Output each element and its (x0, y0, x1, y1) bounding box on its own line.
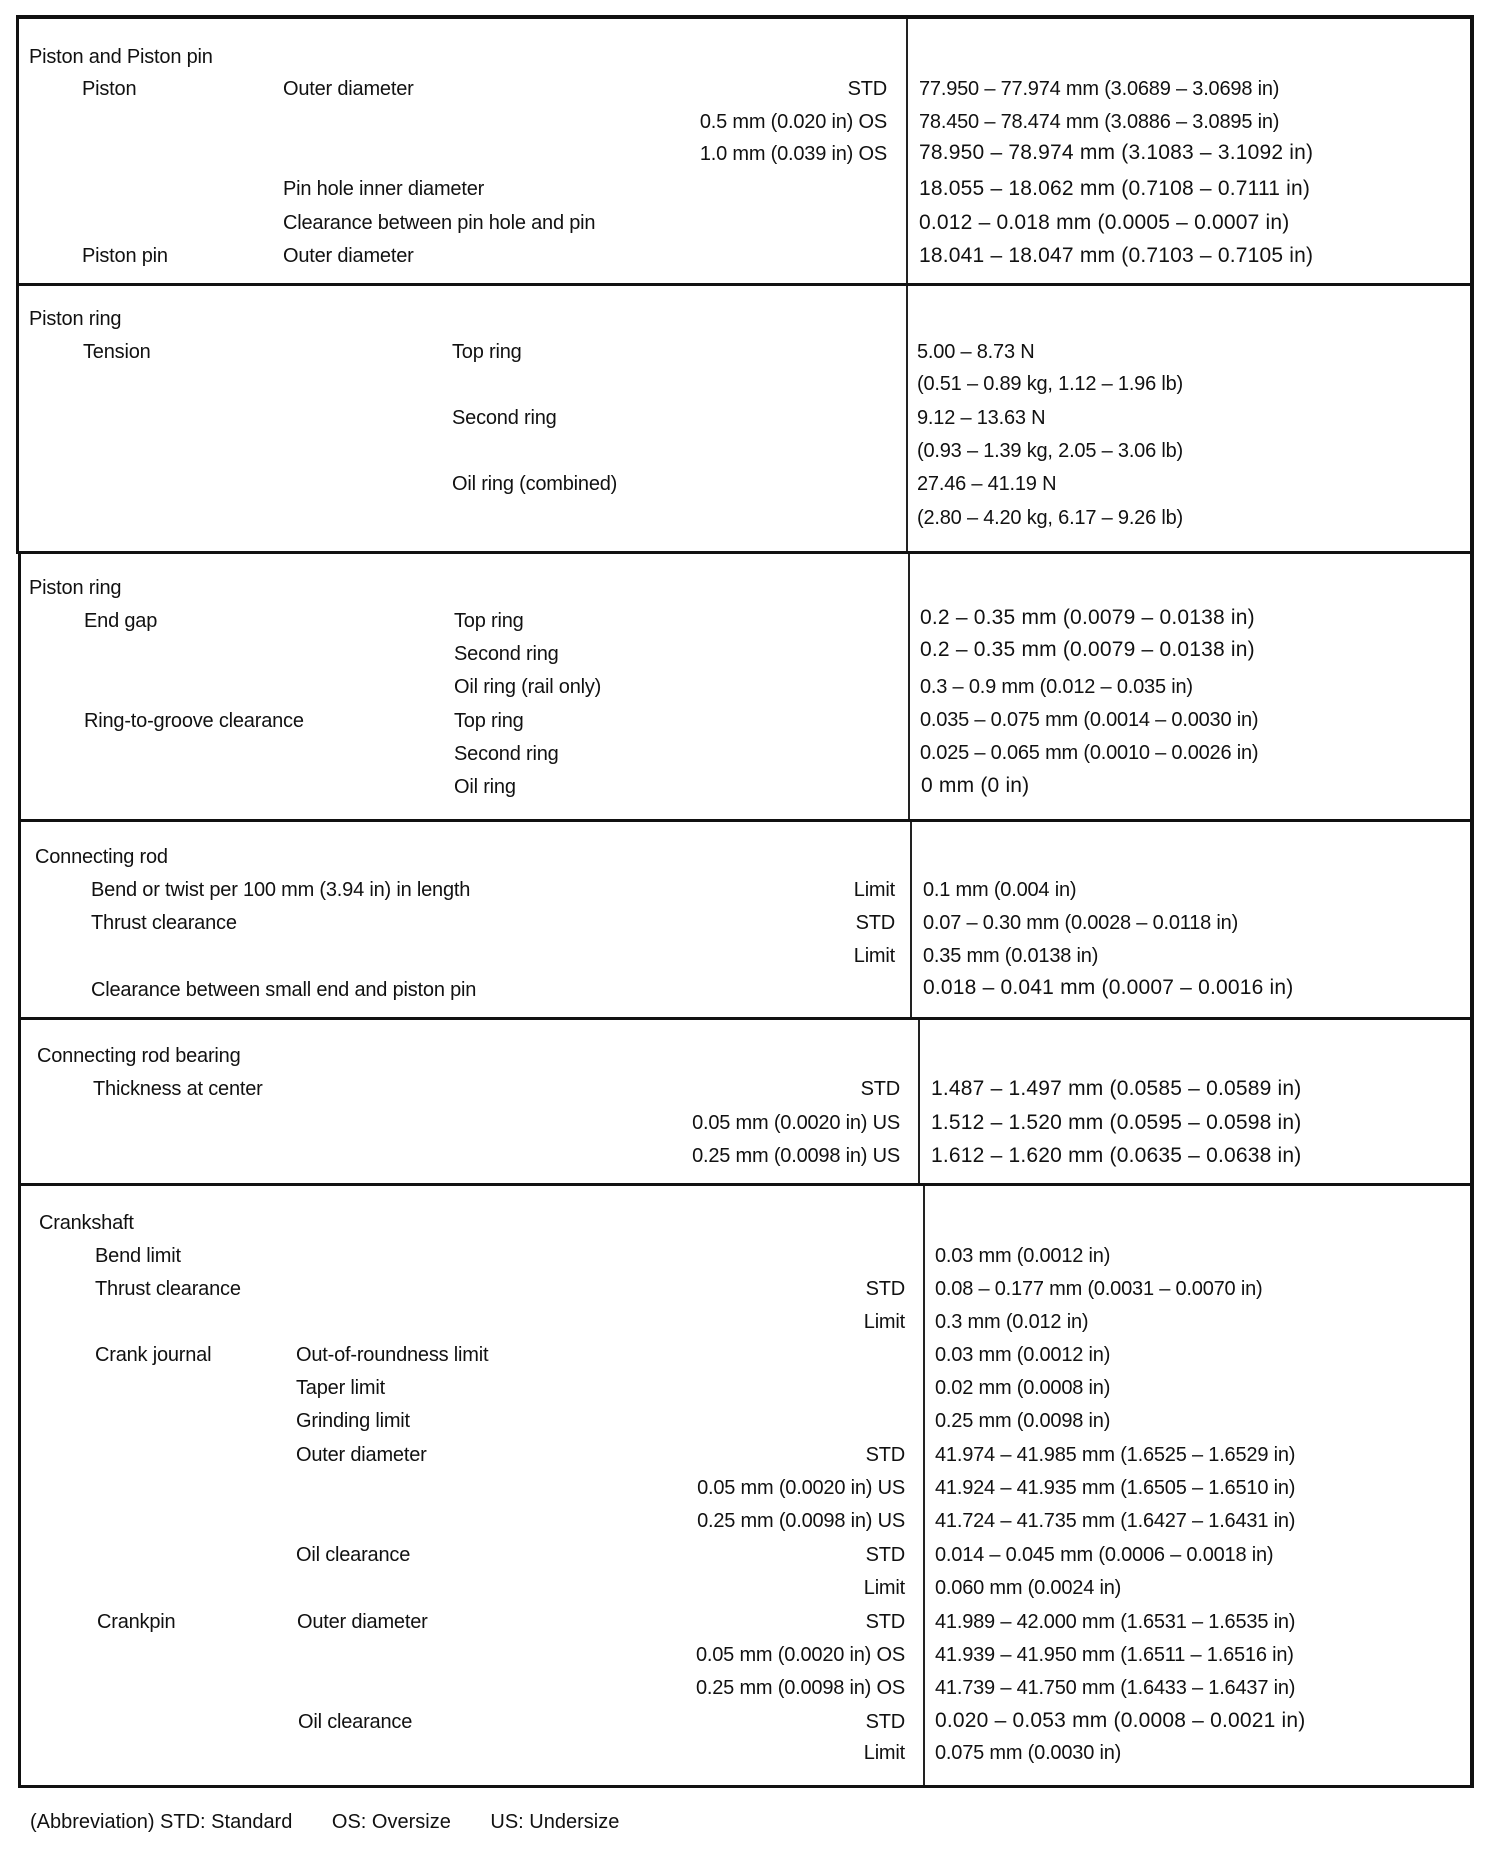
column-divider (923, 1186, 925, 1785)
spec-qualifier: Limit (853, 945, 895, 967)
spec-value: 41.974 – 41.985 mm (1.6525 – 1.6529 in) (935, 1444, 1296, 1466)
spec-item: Bend or twist per 100 mm (3.94 in) in length (91, 879, 471, 901)
spec-value: 41.924 – 41.935 mm (1.6505 – 1.6510 in) (935, 1477, 1296, 1499)
spec-group: Ring-to-groove clearance (84, 710, 304, 732)
column-divider (908, 554, 910, 819)
section-connecting-rod-bearing (18, 1020, 1474, 1186)
section-title: Piston ring (29, 577, 122, 599)
section-crankshaft (18, 1186, 1474, 1788)
spec-value: 77.950 – 77.974 mm (3.0689 – 3.0698 in) (919, 78, 1280, 100)
section-connecting-rod (18, 822, 1474, 1020)
spec-item: Oil clearance (296, 1544, 411, 1566)
spec-value: 0.018 – 0.041 mm (0.0007 – 0.0016 in) (923, 976, 1294, 999)
spec-value: 27.46 – 41.19 N (917, 473, 1057, 495)
spec-qualifier: Limit (853, 879, 895, 901)
spec-item: Top ring (454, 710, 524, 732)
spec-item: Oil ring (rail only) (454, 676, 602, 698)
spec-item: Oil ring (combined) (452, 473, 618, 495)
spec-value: 0.3 – 0.9 mm (0.012 – 0.035 in) (920, 676, 1193, 698)
section-title: Piston and Piston pin (29, 46, 213, 68)
spec-item: Grinding limit (296, 1410, 410, 1432)
spec-value: 0.035 – 0.075 mm (0.0014 – 0.0030 in) (920, 709, 1259, 731)
spec-qualifier: STD (865, 1611, 905, 1633)
spec-qualifier: 0.25 mm (0.0098 in) OS (695, 1677, 905, 1699)
spec-item: Pin hole inner diameter (283, 178, 485, 200)
spec-group: Piston pin (82, 245, 168, 267)
spec-value: 0.014 – 0.045 mm (0.0006 – 0.0018 in) (935, 1544, 1274, 1566)
spec-value: 41.739 – 41.750 mm (1.6433 – 1.6437 in) (935, 1677, 1296, 1699)
spec-qualifier: 0.25 mm (0.0098 in) US (697, 1510, 905, 1532)
column-divider (910, 822, 912, 1017)
spec-value: (2.80 – 4.20 kg, 6.17 – 9.26 lb) (917, 507, 1184, 529)
section-piston-ring-tension (16, 286, 1474, 554)
spec-qualifier: STD (865, 1544, 905, 1566)
spec-group: Crankpin (97, 1611, 176, 1633)
spec-qualifier: 0.05 mm (0.0020 in) US (697, 1477, 905, 1499)
spec-qualifier: 1.0 mm (0.039 in) OS (699, 143, 887, 165)
abbrev-us: US: Undersize (490, 1811, 620, 1833)
spec-item: Clearance between pin hole and pin (283, 212, 596, 234)
spec-value: 1.512 – 1.520 mm (0.0595 – 0.0598 in) (931, 1111, 1302, 1134)
spec-value: 0.03 mm (0.0012 in) (935, 1245, 1111, 1267)
spec-value: (0.51 – 0.89 kg, 1.12 – 1.96 lb) (917, 373, 1184, 395)
spec-item: Second ring (454, 743, 559, 765)
spec-qualifier: STD (860, 1078, 900, 1100)
spec-item: Thickness at center (93, 1078, 263, 1100)
abbrev-os: OS: Oversize (331, 1811, 451, 1833)
section-title: Connecting rod bearing (37, 1045, 241, 1067)
abbreviation-legend (30, 1811, 653, 1834)
spec-value: 18.055 – 18.062 mm (0.7108 – 0.7111 in) (919, 177, 1311, 200)
abbrev-std: (Abbreviation) STD: Standard (30, 1811, 293, 1833)
spec-qualifier: STD (865, 1711, 905, 1733)
spec-item: Oil ring (454, 776, 516, 798)
spec-value: 0.2 – 0.35 mm (0.0079 – 0.0138 in) (920, 638, 1255, 661)
spec-item: Outer diameter (296, 1444, 427, 1466)
spec-value: 0.012 – 0.018 mm (0.0005 – 0.0007 in) (919, 211, 1290, 234)
spec-qualifier: 0.05 mm (0.0020 in) US (692, 1112, 900, 1134)
spec-group: Bend limit (95, 1245, 181, 1267)
spec-item: Oil clearance (298, 1711, 413, 1733)
spec-value: 1.612 – 1.620 mm (0.0635 – 0.0638 in) (931, 1144, 1302, 1167)
spec-item: Second ring (452, 407, 557, 429)
spec-qualifier: 0.25 mm (0.0098 in) US (692, 1145, 900, 1167)
spec-group: Piston (82, 78, 137, 100)
spec-item: Outer diameter (283, 78, 414, 100)
spec-value: 0.07 – 0.30 mm (0.0028 – 0.0118 in) (923, 912, 1239, 934)
spec-value: 0.025 – 0.065 mm (0.0010 – 0.0026 in) (920, 742, 1259, 764)
section-piston-and-pin (16, 15, 1474, 286)
spec-value: 78.450 – 78.474 mm (3.0886 – 3.0895 in) (919, 111, 1280, 133)
spec-item: Top ring (452, 341, 522, 363)
spec-item: Top ring (454, 610, 524, 632)
spec-value: 0.1 mm (0.004 in) (923, 879, 1077, 901)
spec-value: 41.724 – 41.735 mm (1.6427 – 1.6431 in) (935, 1510, 1296, 1532)
column-divider (906, 286, 908, 551)
spec-item: Thrust clearance (91, 912, 237, 934)
spec-group: End gap (84, 610, 158, 632)
spec-value: 0.020 – 0.053 mm (0.0008 – 0.0021 in) (935, 1709, 1306, 1732)
spec-qualifier: STD (865, 1444, 905, 1466)
spec-item: Outer diameter (297, 1611, 428, 1633)
spec-qualifier: Limit (863, 1577, 905, 1599)
spec-value: 0.02 mm (0.0008 in) (935, 1377, 1111, 1399)
spec-group: Crank journal (95, 1344, 212, 1366)
spec-qualifier: Limit (863, 1742, 905, 1764)
spec-value: 78.950 – 78.974 mm (3.1083 – 3.1092 in) (919, 141, 1314, 164)
column-divider (906, 19, 908, 283)
spec-item: Outer diameter (283, 245, 414, 267)
spec-value: 0.25 mm (0.0098 in) (935, 1410, 1111, 1432)
spec-value: 0.3 mm (0.012 in) (935, 1311, 1089, 1333)
spec-item: Second ring (454, 643, 559, 665)
column-divider (918, 1020, 920, 1183)
section-title: Piston ring (29, 308, 122, 330)
spec-value: 0.03 mm (0.0012 in) (935, 1344, 1111, 1366)
spec-group: Thrust clearance (95, 1278, 241, 1300)
section-title: Crankshaft (39, 1212, 134, 1234)
spec-qualifier: STD (847, 78, 887, 100)
spec-value: 5.00 – 8.73 N (917, 341, 1035, 363)
spec-value: 18.041 – 18.047 mm (0.7103 – 0.7105 in) (919, 244, 1314, 267)
spec-qualifier: Limit (863, 1311, 905, 1333)
spec-value: 0 mm (0 in) (921, 774, 1030, 797)
section-title: Connecting rod (35, 846, 168, 868)
spec-value: (0.93 – 1.39 kg, 2.05 – 3.06 lb) (917, 440, 1184, 462)
section-piston-ring-gaps (18, 554, 1474, 822)
spec-group: Tension (83, 341, 151, 363)
spec-value: 0.08 – 0.177 mm (0.0031 – 0.0070 in) (935, 1278, 1263, 1300)
spec-value: 41.989 – 42.000 mm (1.6531 – 1.6535 in) (935, 1611, 1296, 1633)
spec-qualifier: 0.5 mm (0.020 in) OS (699, 111, 887, 133)
spec-value: 0.075 mm (0.0030 in) (935, 1742, 1122, 1764)
spec-item: Out-of-roundness limit (296, 1344, 489, 1366)
spec-value: 9.12 – 13.63 N (917, 407, 1046, 429)
spec-value: 0.35 mm (0.0138 in) (923, 945, 1099, 967)
spec-value: 1.487 – 1.497 mm (0.0585 – 0.0589 in) (931, 1077, 1302, 1100)
spec-value: 0.2 – 0.35 mm (0.0079 – 0.0138 in) (920, 606, 1255, 629)
spec-qualifier: 0.05 mm (0.0020 in) OS (695, 1644, 905, 1666)
spec-item: Taper limit (296, 1377, 385, 1399)
spec-qualifier: STD (855, 912, 895, 934)
spec-value: 41.939 – 41.950 mm (1.6511 – 1.6516 in) (935, 1644, 1294, 1666)
spec-item: Clearance between small end and piston pin (91, 979, 477, 1001)
spec-value: 0.060 mm (0.0024 in) (935, 1577, 1122, 1599)
spec-qualifier: STD (865, 1278, 905, 1300)
